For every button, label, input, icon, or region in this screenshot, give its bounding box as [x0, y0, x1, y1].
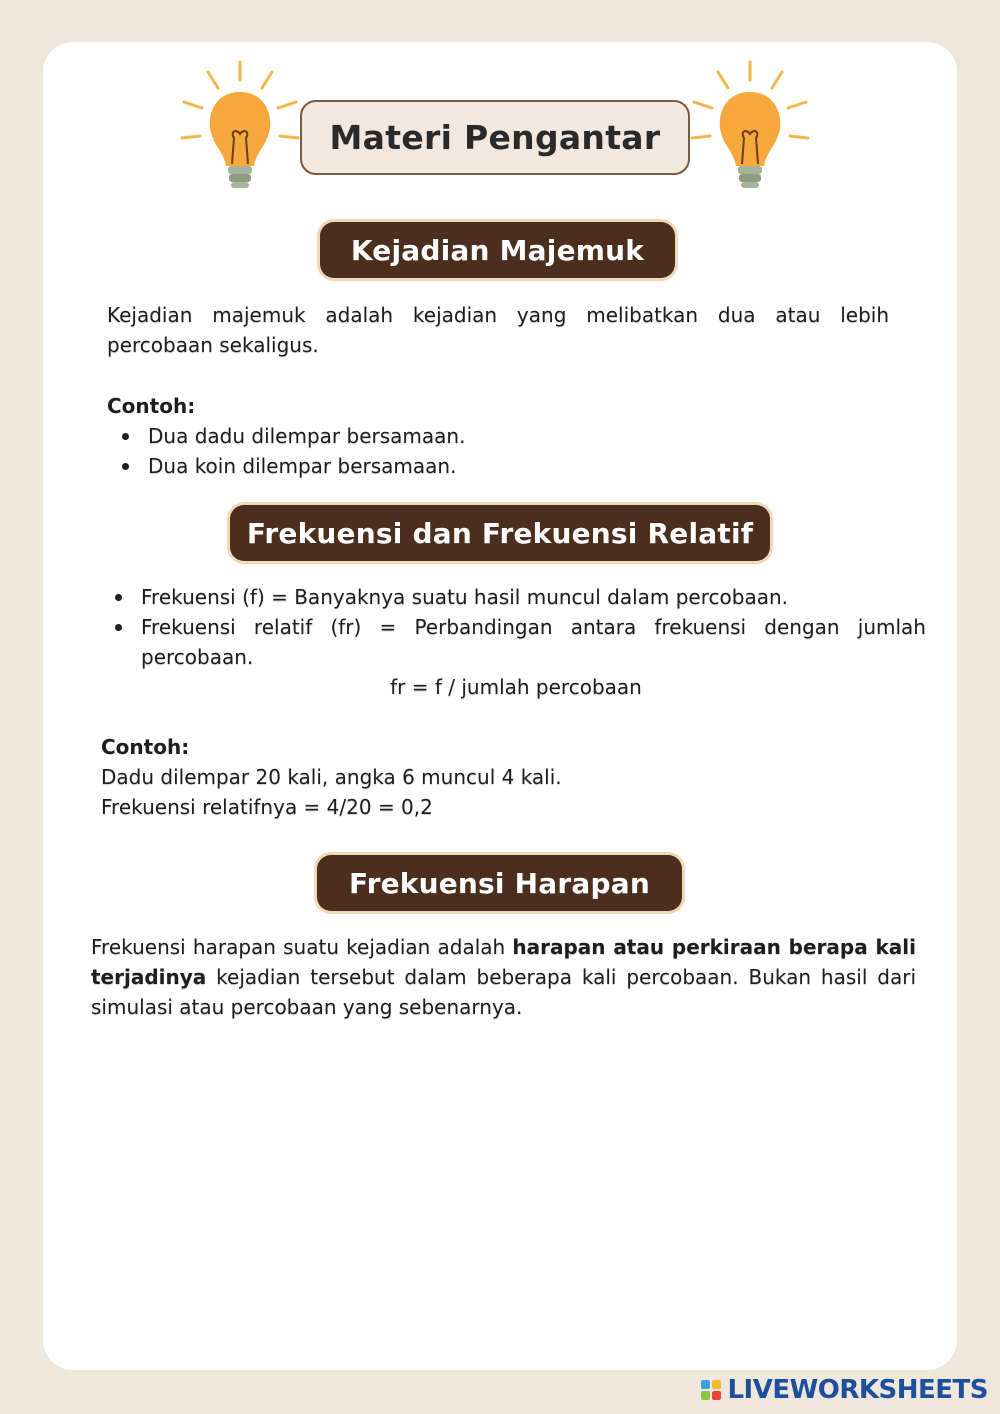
brand-icon-tile [712, 1380, 721, 1389]
paragraph-text: kejadian tersebut dalam beberapa kali percobaan. Bukan hasil dari simulasi atau percobaan yang sebenarnya. [91, 965, 916, 1019]
list-item: Frekuensi relatif (fr) = Perbandingan antara frekuensi dengan jumlah percobaan. [111, 612, 926, 672]
list-item: Dua koin dilempar bersamaan. [118, 451, 818, 481]
list-item: Frekuensi (f) = Banyaknya suatu hasil muncul dalam percobaan. [111, 582, 926, 612]
page-title: Materi Pengantar [300, 100, 690, 175]
lightbulb-icon [688, 58, 818, 193]
example-label: Contoh: [101, 735, 190, 759]
example-list [118, 421, 818, 481]
emphasis-text: harapan atau perkiraan berapa kali terjadinya [91, 935, 917, 989]
definition-paragraph: Kejadian majemuk adalah kejadian yang melibatkan dua atau lebih percobaan sekaligus. [107, 303, 889, 357]
section-heading-frekuensi-harapan: Frekuensi Harapan [317, 855, 682, 911]
formula: fr = f / jumlah percobaan [390, 675, 642, 699]
brand-icon [701, 1380, 721, 1400]
section-heading-frekuensi-relatif: Frekuensi dan Frekuensi Relatif [230, 505, 770, 561]
brand-icon-tile [701, 1391, 710, 1400]
section-heading-kejadian-majemuk: Kejadian Majemuk [320, 222, 675, 278]
brand-name: LIVEWORKSHEETS [727, 1375, 988, 1405]
definition-list [111, 582, 926, 672]
liveworksheets-logo[interactable] [701, 1374, 988, 1406]
example-label: Contoh: [107, 394, 196, 418]
list-item: Dua dadu dilempar bersamaan. [118, 421, 818, 451]
example-line: Frekuensi relatifnya = 4/20 = 0,2 [101, 795, 433, 819]
lightbulb-icon [178, 58, 308, 193]
brand-icon-tile [701, 1380, 710, 1389]
example-line: Dadu dilempar 20 kali, angka 6 muncul 4 kali. [101, 765, 562, 789]
definition-paragraph [91, 932, 916, 1022]
brand-icon-tile [712, 1391, 721, 1400]
paragraph-text: Frekuensi harapan suatu kejadian adalah [91, 935, 513, 959]
